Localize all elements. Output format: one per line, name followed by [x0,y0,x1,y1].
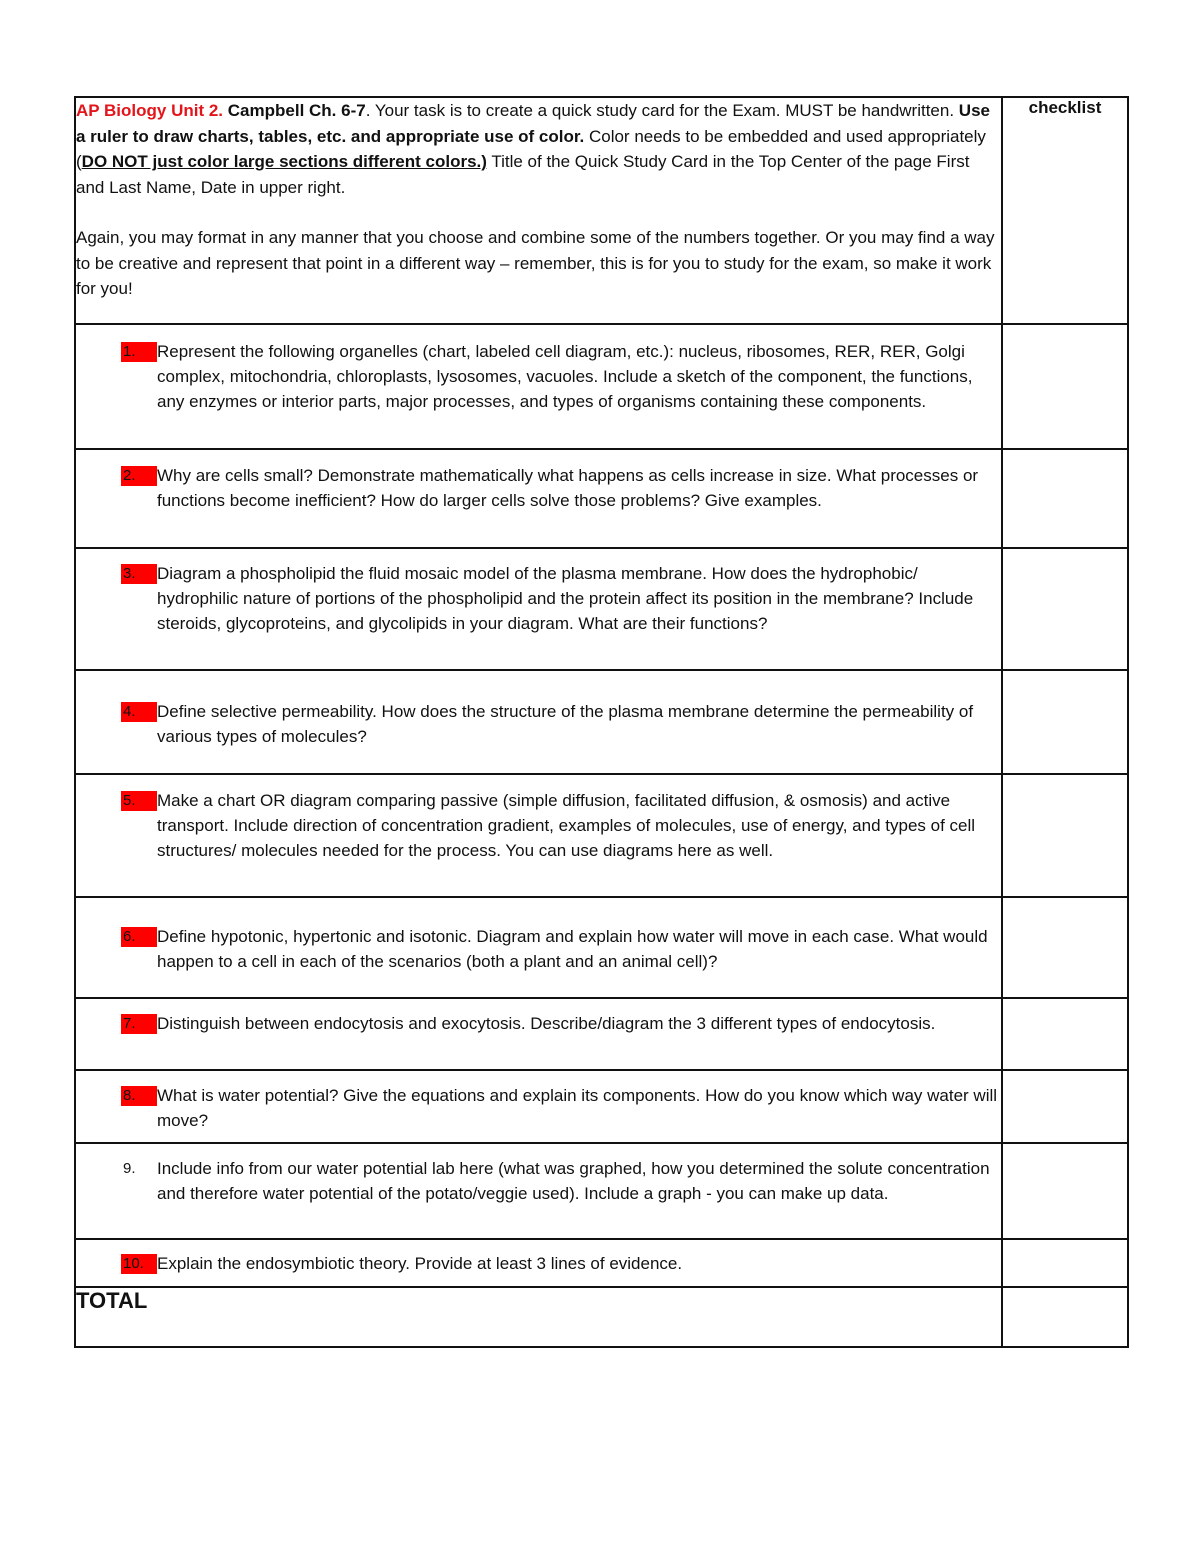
item-row-2 [75,449,1128,548]
item-text: Why are cells small? Demonstrate mathematically what happens as cells increase in size. What processes or functions become inefficient? How do larger cells solve those problems? Give examples. [157,466,979,510]
checkbox-cell-6[interactable] [1002,897,1128,998]
course-title: AP Biology Unit 2. [76,101,224,120]
color-instruction: Color needs to be embedded and used appropriately ( [76,126,986,171]
item-cell [75,548,1002,670]
checkbox-cell-8[interactable] [1002,1070,1128,1143]
item-text: What is water potential? Give the equations and explain its components. How do you know which way water will move? [157,1086,998,1130]
item-number: 10. [121,1254,157,1274]
item-text: Make a chart OR diagram comparing passive (simple diffusion, facilitated diffusion, & osmosis) and active transport. Include direction of concentration gradient, examples of molecules, use of energy, and types of cell structures/ molecules needed for the process. You can use diagrams here as well. [157,791,976,860]
item-number: 3. [121,564,157,584]
item-text: Distinguish between endocytosis and exocytosis. Describe/diagram the 3 different types of endocytosis. [157,1014,936,1033]
item-cell [75,670,1002,774]
checkbox-cell-7[interactable] [1002,998,1128,1070]
item-text: Define selective permeability. How does the structure of the plasma membrane determine the permeability of various types of molecules? [157,702,974,746]
color-warning: DO NOT just color large sections different colors.) [81,152,487,171]
instructions-text: . Your task is to create a quick study card for the Exam. MUST be handwritten. [365,101,955,120]
title-instruction: Title of the Quick Study Card in the Top Center of the page First and Last Name, Date in upper right. [76,152,970,197]
item-cell [75,1070,1002,1143]
item-row-4 [75,670,1128,774]
item-row-7 [75,998,1128,1070]
item-row-3 [75,548,1128,670]
checkbox-cell-1[interactable] [1002,324,1128,449]
item-number: 8. [121,1086,157,1106]
intro-row [75,97,1128,324]
item-number: 1. [121,342,157,362]
item-cell [75,998,1002,1070]
ruler-instruction: Use a ruler to draw charts, tables, etc. and appropriate use of color. [76,101,990,146]
item-number: 4. [121,702,157,722]
intro-cell [75,97,1002,324]
item-cell [75,1143,1002,1239]
item-number: 2. [121,466,157,486]
checkbox-cell-2[interactable] [1002,449,1128,548]
item-text: Include info from our water potential lab here (what was graphed, how you determined the solute concentration and therefore water potential of the potato/veggie used). Include a graph - you can make up data. [157,1159,990,1203]
item-number: 6. [121,927,157,947]
checkbox-cell-5[interactable] [1002,774,1128,897]
item-text: Represent the following organelles (chart, labeled cell diagram, etc.): nucleus, ribosomes, RER, RER, Golgi complex, mitochondria, chloroplasts, lysosomes, vacuoles. Include a sketch of the component, the functions, any enzymes or interior parts, major processes, and types of organisms containing these components. [157,342,973,411]
item-number: 5. [121,791,157,811]
item-text: Explain the endosymbiotic theory. Provide at least 3 lines of evidence. [157,1254,683,1273]
chapter-reference: Campbell Ch. 6-7 [227,101,366,120]
study-card-checklist-table [74,96,1129,1348]
item-number: 7. [121,1014,157,1034]
item-number: 9. [123,1160,136,1177]
item-cell [75,774,1002,897]
item-cell [75,1239,1002,1287]
item-cell [75,324,1002,449]
checkbox-cell-9[interactable] [1002,1143,1128,1239]
item-text: Define hypotonic, hypertonic and isotonic. Diagram and explain how water will move in each case. What would happen to a cell in each of the scenarios (both a plant and an animal cell)? [157,927,988,971]
item-row-10 [75,1239,1128,1287]
total-score-cell[interactable] [1002,1287,1128,1347]
item-row-6 [75,897,1128,998]
format-paragraph: Again, you may format in any manner that you choose and combine some of the numbers together. Or you may find a way to be creative and represent that point in a different way – remember, this is for you to study for the exam, so make it work for you! [76,228,995,298]
instructions-paragraph [76,98,1001,200]
checkbox-cell-3[interactable] [1002,548,1128,670]
item-cell [75,897,1002,998]
item-row-1 [75,324,1128,449]
item-row-9 [75,1143,1128,1239]
item-text: Diagram a phospholipid the fluid mosaic model of the plasma membrane. How does the hydrophobic/ hydrophilic nature of portions of the phospholipid and the protein affect its position in the membrane? Include steroids, glycoproteins, and glycolipids in your diagram. What are their functions? [157,564,974,633]
item-row-5 [75,774,1128,897]
checkbox-cell-4[interactable] [1002,670,1128,774]
checklist-header: checklist [1002,97,1128,324]
checkbox-cell-10[interactable] [1002,1239,1128,1287]
item-row-8 [75,1070,1128,1143]
total-row [75,1287,1128,1347]
item-cell [75,449,1002,548]
total-label: TOTAL [75,1287,1002,1347]
